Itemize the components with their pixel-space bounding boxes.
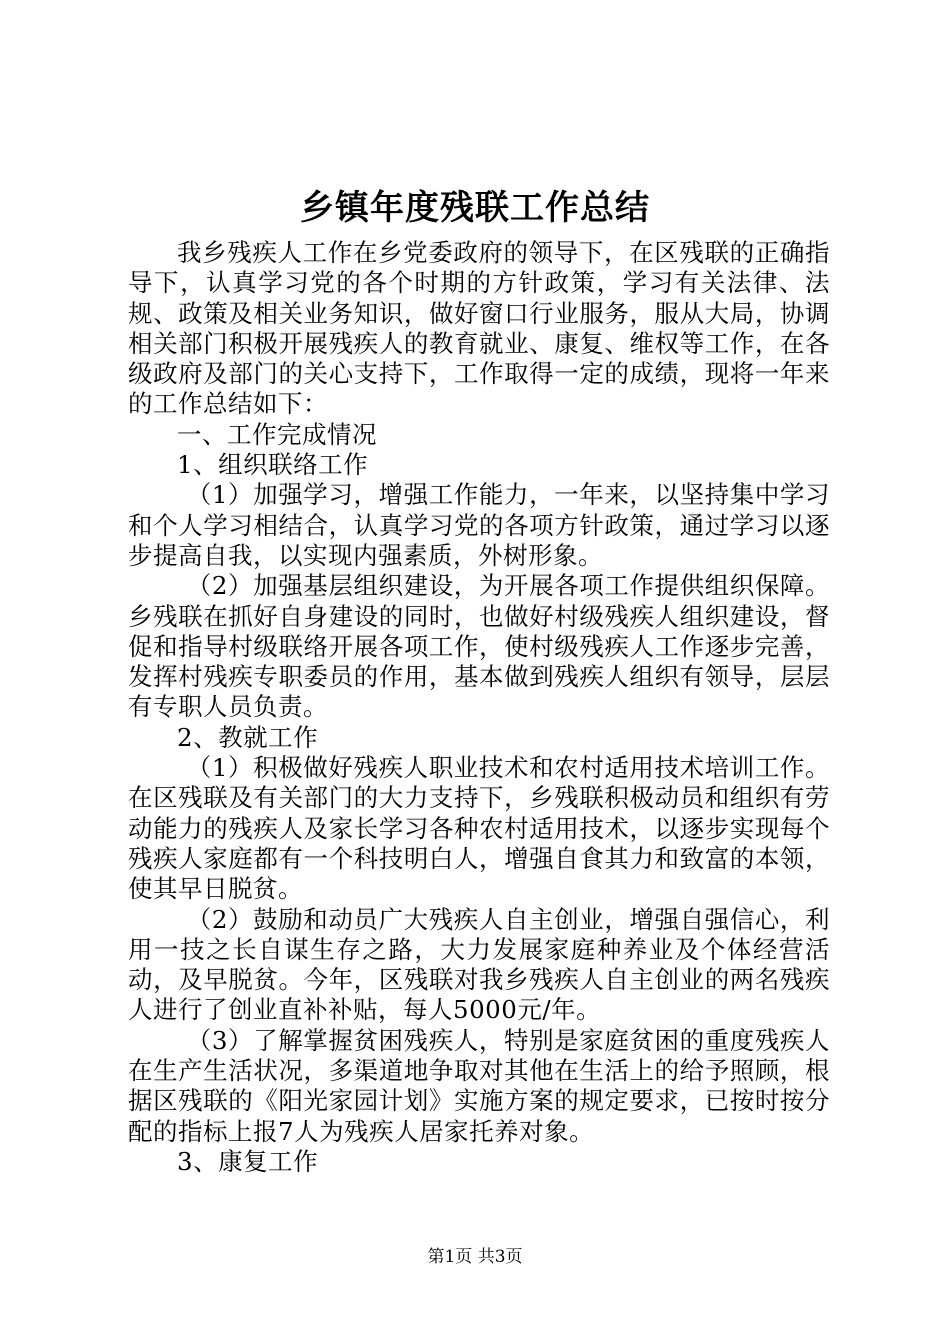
subsection-heading-employment: 2、教就工作 bbox=[177, 722, 319, 752]
paragraph-emp-2: （2）鼓励和动员广大残疾人自主创业，增强自强信心，利用一技之长自谋生存之路，大力发展家庭种养业及个体经营活动，及早脱贫。今年，区残联对我乡残疾人自主创业的两名残疾人进行了创业直补补贴，每人5000元/年。 bbox=[128, 904, 830, 1025]
page-footer bbox=[0, 1245, 950, 1269]
subsection-heading-organization: 1、组织联络工作 bbox=[177, 450, 369, 480]
paragraph-org-1: （1）加强学习，增强工作能力，一年来，以坚持集中学习和个人学习相结合，认真学习党的各项方针政策，通过学习以逐步提高自我，以实现内强素质，外树形象。 bbox=[128, 480, 830, 570]
paragraph-intro: 我乡残疾人工作在乡党委政府的领导下，在区残联的正确指导下，认真学习党的各个时期的方针政策，学习有关法律、法规、政策及相关业务知识，做好窗口行业服务，服从大局，协调相关部门积极开展残疾人的教育就业、康复、维权等工作，在各级政府及部门的关心支持下，工作取得一定的成绩，现将一年来的工作总结如下： bbox=[128, 238, 830, 419]
paragraph-emp-1: （1）积极做好残疾人职业技术和农村适用技术培训工作。在区残联及有关部门的大力支持下，乡残联积极动员和组织有劳动能力的残疾人及家长学习各种农村适用技术，以逐步实现每个残疾人家庭都有一个科技明白人，增强自食其力和致富的本领，使其早日脱贫。 bbox=[128, 753, 830, 904]
page-total: 共3页 bbox=[477, 1247, 523, 1267]
subsection-heading-rehab: 3、康复工作 bbox=[177, 1146, 319, 1176]
document-body bbox=[128, 238, 830, 1177]
document-title: 乡镇年度残联工作总结 bbox=[300, 188, 650, 228]
section-heading-completion: 一、工作完成情况 bbox=[177, 419, 377, 449]
page-number: 第1页 bbox=[427, 1247, 473, 1267]
paragraph-org-2: （2）加强基层组织建设，为开展各项工作提供组织保障。乡残联在抓好自身建设的同时，也做好村级残疾人组织建设，督促和指导村级联络开展各项工作，使村级残疾人工作逐步完善，发挥村残疾专职委员的作用，基本做到残疾人组织有领导，层层有专职人员负责。 bbox=[128, 571, 830, 722]
paragraph-emp-3: （3）了解掌握贫困残疾人，特别是家庭贫困的重度残疾人在生产生活状况，多渠道地争取对其他在生活上的给予照顾，根据区残联的《阳光家园计划》实施方案的规定要求，已按时按分配的指标上报7人为残疾人居家托养对象。 bbox=[128, 1025, 830, 1146]
